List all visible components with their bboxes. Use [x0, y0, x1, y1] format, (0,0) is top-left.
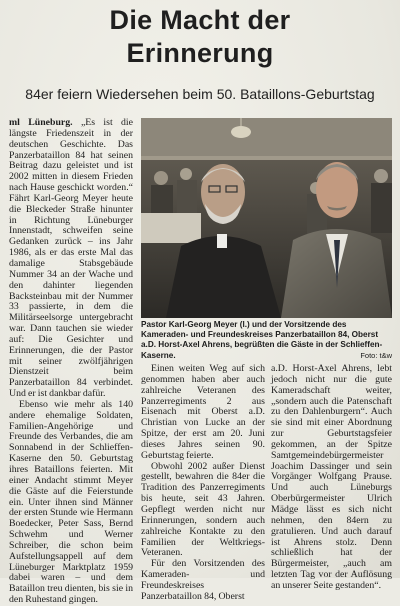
article-column-1	[9, 118, 133, 606]
caption-text: Pastor Karl-Georg Meyer (l.) und der Vorsitzende des Kameraden- und Freundeskreises Panzerbataillon 84, Oberst a.D. Horst-Axel Ahrens, begrüßten die Gäste in der Schlieffen-Kaserne.	[141, 320, 383, 360]
article-photo	[141, 118, 392, 318]
article-paragraph: Einen weiten Weg auf sich genommen haben aber auch zahlreiche Veteranen des Panzerregiments 2 aus Eisenach mit Oberst a.D. Christian von Lucke an der Spitze, der erst am 20. Juni dieses Jahres seinen 90. Geburtstag feierte.	[141, 363, 265, 461]
article-column-3	[271, 364, 392, 592]
headline-line-2: Erinnerung	[126, 38, 274, 68]
photo-illustration	[141, 118, 392, 318]
article-paragraph	[9, 118, 133, 400]
article-paragraph: Obwohl 2002 außer Dienst gestellt, bewahren die 84er die Tradition des Panzerregiments bis heute, seit 43 Jahren. Gepflegt werden nicht nur Erinnerungen, sondern auch zahlreiche Kontakte zu den Familien der Weltkriegs-Veteranen.	[141, 460, 265, 559]
photo-caption	[141, 320, 392, 361]
paragraph-text: „Es ist die längste Friedenszeit in der deutschen Geschichte. Das Panzerbataillon 84 hat seinen Beitrag dazu geleistet und ist 2002 mitten in diesem Frieden nach Hause geschickt worden.“ Fährt Karl-Georg Meyer heute die Bleckeder Straße hinunter in Richtung Lüneburger Innenstadt, schweifen seine Gedanken zurück – ins Jahr 1986, als er das erste Mal das damalige Stabsgebäude Nummer 34 an der Wache und den dahinter liegenden Backsteinbau mit der Nummer 33 passierte, in dem die Militärseelsorge untergebracht war. Dann tauchen sie wieder auf: Die Gesichter und Erinnerungen, die der Pastor mit seiner zwölfjährigen Dienstzeit beim Panzerbataillon 84 verbindet. Und er ist dankbar dafür.	[9, 117, 134, 400]
article-paragraph: Für den Vorsitzenden des Kameraden- und Freundeskreises Panzerbataillon 84, Oberst	[141, 558, 265, 602]
photo-credit: Foto: t&w	[360, 350, 392, 360]
subheadline: 84er feiern Wiedersehen beim 50. Bataillons-Geburtstag	[25, 86, 375, 102]
article-column-2	[141, 364, 265, 603]
article-paragraph: Ebenso wie mehr als 140 andere ehemalige Soldaten, Familien-Angehörige und Freunde des Verbandes, die am Sonnabend in der Schlieffen-Kaserne den 50. Geburtstag ihres Bataillons feierten. Mit einer Andacht stimmt Meyer die Gäste auf die Feierstunde ein. Unter ihnen sind Männer der ersten Stunde wie Hermann Boedecker, Peter Sass, Bernd Schwehm und Werner Schreiber, die schon beim Aufstellungsappell auf dem Lüneburger Marktplatz 1959 dabei waren – und dem Bataillon treu dienten, bis sie in den Ruhestand gingen.	[9, 398, 133, 606]
dateline: ml Lüneburg.	[9, 117, 73, 128]
headline-line-1: Die Macht der	[109, 5, 291, 35]
article-paragraph: a.D. Horst-Axel Ahrens, lebt jedoch nicht nur die gute Kameradschaft weiter, „sondern auch die Patenschaft zu den Dahlenburgern“. Auch sie sind mit einer Abordnung zur Geburtstagsfeier gekommen, an der Spitze Samtgemeindebürgermeister Joachim Dassinger und sein Vorgänger Wolfgang Prause. Und auch Lüneburgs Oberbürgermeister Ulrich Mädge lässt es sich nicht nehmen, den 84ern zu gratulieren. Und auch darauf ist Ahrens stolz. Denn schließlich hat der Bürgermeister, „auch am letzten Tag vor der Auflösung an unserer Seite gestanden“.	[271, 363, 392, 591]
